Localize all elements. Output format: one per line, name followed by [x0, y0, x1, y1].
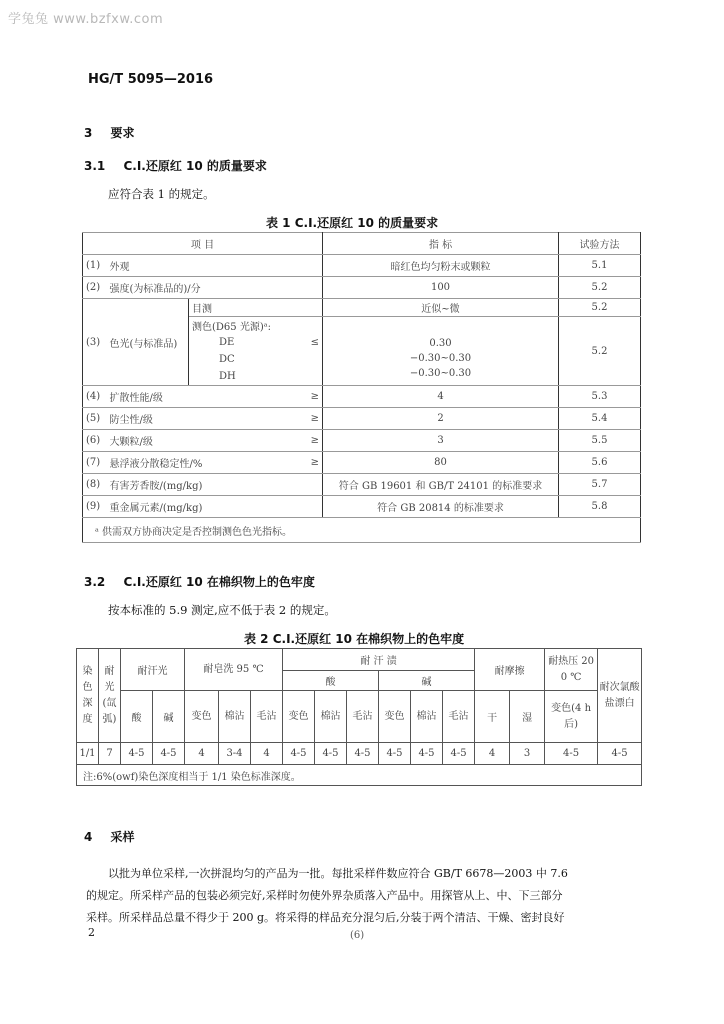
row-value: 80	[323, 452, 559, 474]
sub-heat-change: 变色(4 h 后)	[545, 691, 598, 743]
section-4-paragraph-line: 采样。所采样品总量不得少于 200 g。将采得的样品充分混匀后,分装于两个清洁、干燥、密封良好	[86, 911, 565, 924]
section-number: 3	[84, 126, 93, 140]
quality-requirements-table	[82, 232, 641, 543]
header-depth: 染色深度	[77, 649, 99, 743]
de-value: 0.30	[429, 338, 452, 349]
row-no: (5)	[83, 408, 107, 430]
value-cell: 3	[510, 743, 545, 765]
section-4-paragraph-line: 的规定。所采样产品的包装必须完好,采样时勿使外界杂质落入产品中。用探管从上、中、下三部分	[86, 889, 563, 902]
header-hot-pressing: 耐热压 200 ℃	[545, 649, 598, 691]
row-name: 外观	[107, 255, 299, 277]
section-3-2-heading	[84, 573, 315, 590]
table-row	[83, 452, 641, 474]
row-value: 3	[323, 430, 559, 452]
row-op: ≥	[299, 430, 323, 452]
value-cell: 4	[251, 743, 283, 765]
sub-wash-cotton: 棉沾	[219, 691, 251, 743]
section-4-paragraph-line: 以批为单位采样,一次拼混均匀的产品为一批。每批采样件数应符合 GB/T 6678—2003 中 7.6	[108, 867, 568, 880]
section-title: 要求	[110, 126, 135, 140]
row-no: (3)	[83, 299, 107, 386]
row-no: (9)	[83, 496, 107, 518]
sub-acid-change: 变色	[283, 691, 315, 743]
table-row	[83, 277, 641, 299]
table-row	[83, 299, 641, 317]
row-op: ≥	[299, 386, 323, 408]
section-title: C.I.还原红 10 在棉织物上的色牢度	[123, 575, 315, 589]
section-number: 4	[84, 830, 93, 844]
table-row	[83, 408, 641, 430]
row-method: 5.3	[559, 386, 641, 408]
dh-value: −0.30~0.30	[409, 368, 472, 379]
value-cell: 4-5	[315, 743, 347, 765]
section-title: 采样	[110, 830, 135, 844]
sub-alk-wool: 毛沾	[443, 691, 475, 743]
standard-number: HG/T 5095—2016	[88, 72, 214, 87]
de-label: DE	[189, 334, 299, 351]
value-cell: 4-5	[121, 743, 153, 765]
visual-value: 近似~微	[323, 299, 559, 317]
row-value: 暗红色均匀粉末或颗粒	[323, 255, 559, 277]
value-cell: 4-5	[598, 743, 642, 765]
value-cell: 4-5	[283, 743, 315, 765]
section-title: C.I.还原红 10 的质量要求	[123, 159, 267, 173]
instrument-label: 测色(D65 光源)ᵃ:	[189, 317, 323, 335]
section-3-2-body: 按本标准的 5.9 测定,应不低于表 2 的规定。	[108, 603, 336, 617]
table-2-caption: 表 2 C.I.还原红 10 在棉织物上的色牢度	[244, 632, 465, 646]
table-footnote-row	[77, 765, 642, 786]
page-number: 2	[88, 926, 95, 939]
row-name: 扩散性能/级	[107, 386, 299, 408]
row-method: 5.2	[559, 277, 641, 299]
de-op: ≤	[299, 334, 323, 351]
section-3-1-body: 应符合表 1 的规定。	[108, 187, 215, 201]
table-row	[83, 386, 641, 408]
row-name: 强度(为标准品的)/分	[107, 277, 299, 299]
section-3-1-heading	[84, 157, 267, 174]
sub-dry: 干	[475, 691, 510, 743]
row-method: 5.5	[559, 430, 641, 452]
table-1-footnote: ᵃ 供需双方协商决定是否控制测色色光指标。	[83, 518, 641, 543]
row-no: (7)	[83, 452, 107, 474]
instrument-method: 5.2	[559, 317, 641, 386]
value-cell: 4-5	[545, 743, 598, 765]
sub-alk-cotton: 棉沾	[411, 691, 443, 743]
header-index: 指 标	[323, 233, 559, 255]
header-method: 试验方法	[559, 233, 641, 255]
row-name: 大颗粒/级	[107, 430, 299, 452]
row-value: 符合 GB 20814 的标准要求	[323, 496, 559, 518]
row-op	[299, 474, 323, 496]
row-op	[299, 496, 323, 518]
header-rubbing: 耐摩擦	[475, 649, 545, 691]
table-row	[83, 474, 641, 496]
row-method: 5.6	[559, 452, 641, 474]
header-hypochlorite: 耐次氯酸盐漂白	[598, 649, 642, 743]
dh-label: DH	[189, 368, 323, 386]
row-method: 5.7	[559, 474, 641, 496]
table-2-footnote: 注:6%(owf)染色深度相当于 1/1 染色标准深度。	[77, 765, 642, 786]
colour-fastness-table	[76, 648, 642, 786]
row-value: 4	[323, 386, 559, 408]
value-cell: 4-5	[379, 743, 411, 765]
row-value: 100	[323, 277, 559, 299]
table-header-row	[77, 649, 642, 671]
instrument-values	[323, 317, 559, 386]
row-name: 色光(与标准品)	[107, 299, 189, 386]
row-op	[299, 255, 323, 277]
row-name: 重金属元素/(mg/kg)	[107, 496, 299, 518]
row-method: 5.1	[559, 255, 641, 277]
sub-acid-cotton: 棉沾	[315, 691, 347, 743]
value-cell: 4	[475, 743, 510, 765]
row-name: 防尘性/级	[107, 408, 299, 430]
row-op: ≥	[299, 408, 323, 430]
dc-value: −0.30~0.30	[409, 353, 472, 364]
table-row	[77, 743, 642, 765]
table-1-caption: 表 1 C.I.还原红 10 的质量要求	[266, 216, 439, 230]
header-sweat-light: 耐汗光	[121, 649, 185, 691]
header-perspiration-acid: 酸	[283, 671, 379, 691]
page-center-mark: (6)	[350, 930, 365, 941]
header-soap-wash: 耐皂洗 95 ℃	[185, 649, 283, 691]
sub-wash-wool: 毛沾	[251, 691, 283, 743]
row-name: 有害芳香胺/(mg/kg)	[107, 474, 299, 496]
value-cell: 3-4	[219, 743, 251, 765]
dc-label: DC	[189, 351, 323, 368]
row-no: (1)	[83, 255, 107, 277]
table-header-row	[83, 233, 641, 255]
table-row	[83, 496, 641, 518]
value-cell: 1/1	[77, 743, 99, 765]
row-name: 悬浮液分散稳定性/%	[107, 452, 299, 474]
header-perspiration-alkali: 碱	[379, 671, 475, 691]
header-perspiration: 耐 汗 渍	[283, 649, 475, 671]
visual-method: 5.2	[559, 299, 641, 317]
section-number: 3.1	[84, 159, 106, 173]
value-cell: 4-5	[347, 743, 379, 765]
table-row	[83, 430, 641, 452]
value-cell: 4-5	[443, 743, 475, 765]
sub-acid: 酸	[121, 691, 153, 743]
section-4-heading	[84, 828, 135, 845]
row-value: 符合 GB 19601 和 GB/T 24101 的标准要求	[323, 474, 559, 496]
row-op: ≥	[299, 452, 323, 474]
row-no: (6)	[83, 430, 107, 452]
sub-alk-change: 变色	[379, 691, 411, 743]
section-3-heading	[84, 124, 135, 141]
row-method: 5.8	[559, 496, 641, 518]
row-op	[299, 277, 323, 299]
sub-wet: 湿	[510, 691, 545, 743]
row-no: (4)	[83, 386, 107, 408]
sub-alkali: 碱	[153, 691, 185, 743]
header-light: 耐光(氙弧)	[99, 649, 121, 743]
value-cell: 4-5	[411, 743, 443, 765]
value-cell: 4-5	[153, 743, 185, 765]
section-number: 3.2	[84, 575, 106, 589]
header-item: 项 目	[83, 233, 323, 255]
value-cell: 7	[99, 743, 121, 765]
table-footnote-row	[83, 518, 641, 543]
table-header-row	[77, 691, 642, 743]
visual-label: 目测	[189, 299, 323, 317]
row-no: (2)	[83, 277, 107, 299]
sub-acid-wool: 毛沾	[347, 691, 379, 743]
row-no: (8)	[83, 474, 107, 496]
row-value: 2	[323, 408, 559, 430]
row-method: 5.4	[559, 408, 641, 430]
table-row	[83, 255, 641, 277]
value-cell: 4	[185, 743, 219, 765]
watermark: 学兔兔 www.bzfxw.com	[8, 12, 164, 27]
sub-wash-change: 变色	[185, 691, 219, 743]
